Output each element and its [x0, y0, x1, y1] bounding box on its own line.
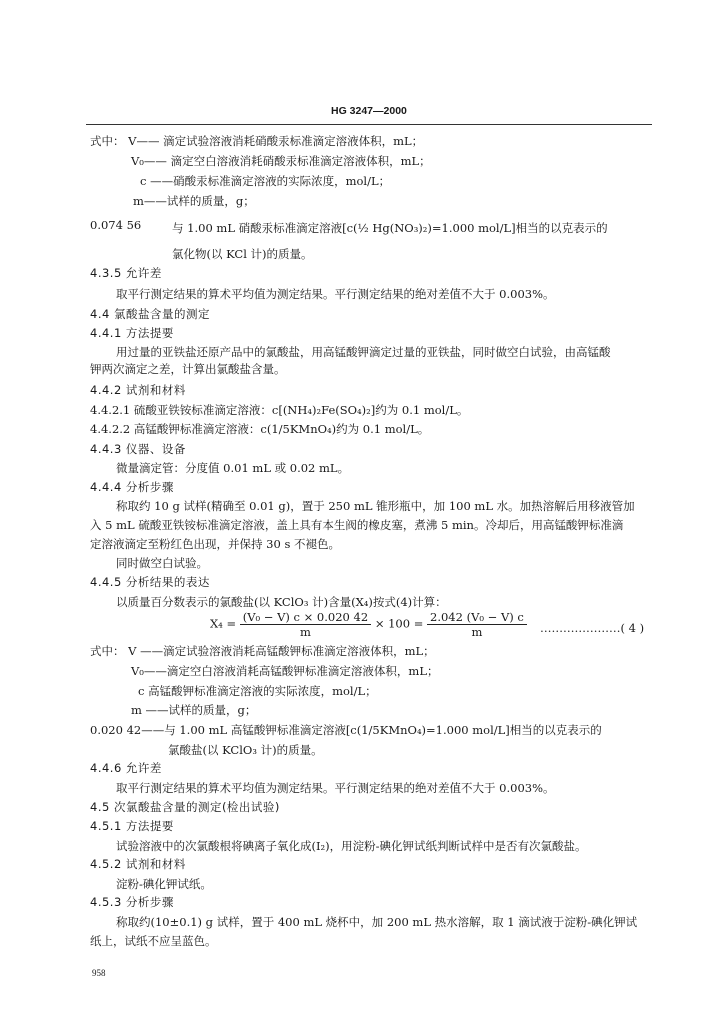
formula-numerator-2: 2.042 (V₀ − V) c — [427, 610, 527, 625]
where2-line-1: 式中： V ——滴定试验溶液消耗高锰酸钾标准滴定溶液体积，mL； — [90, 644, 435, 658]
formula-middle: × 100 = — [374, 616, 424, 631]
section-4-4-2-2: 4.4.2.2 高锰酸钾标准滴定溶液：c(1/5KMnO₄)约为 0.1 mol/L。 — [90, 422, 430, 436]
section-4-4-2: 4.4.2 试剂和材料 — [90, 383, 186, 397]
paragraph-4-3-5: 取平行测定结果的算术平均值为测定结果。平行测定结果的绝对差值不大于 0.003%。 — [116, 287, 555, 301]
paragraph-4-4-4-d: 同时做空白试验。 — [116, 556, 208, 570]
header-rule — [86, 124, 652, 125]
paragraph-4-5-2: 淀粉-碘化钾试纸。 — [116, 877, 212, 891]
section-4-4-6: 4.4.6 允许差 — [90, 761, 162, 775]
section-4-4-5: 4.4.5 分析结果的表达 — [90, 575, 210, 589]
paragraph-4-4-5: 以质量百分数表示的氯酸盐(以 KClO₃ 计)含量(X₄)按式(4)计算： — [116, 595, 447, 609]
paragraph-4-4-4-c: 定溶液滴定至粉红色出现，并保持 30 s 不褪色。 — [90, 537, 340, 551]
paragraph-4-4-4-b: 入 5 mL 硫酸亚铁铵标准滴定溶液，盖上具有本生阀的橡皮塞，煮沸 5 min。冷却后，用高锰酸钾标准滴 — [90, 518, 624, 532]
formula-denominator-1: m — [300, 625, 311, 639]
section-4-4-3: 4.4.3 仪器、设备 — [90, 442, 186, 456]
formula-numerator-1: (V₀ − V) c × 0.020 42 — [240, 610, 371, 625]
section-4-5-1: 4.5.1 方法提要 — [90, 819, 174, 833]
formula-fraction-2 — [427, 610, 527, 639]
paragraph-4-4-1-b: 钾两次滴定之差，计算出氯酸盐含量。 — [90, 362, 286, 376]
where-line-5: 与 1.00 mL 硝酸汞标准滴定溶液[c(½ Hg(NO₃)₂)=1.000 mol/L]相当的以克表示的 — [172, 221, 608, 235]
formula-fraction-1 — [240, 610, 371, 639]
section-4-4-4: 4.4.4 分析步骤 — [90, 480, 174, 494]
paragraph-4-4-4-a: 称取约 10 g 试样(精确至 0.01 g)，置于 250 mL 锥形瓶中，加 100 mL 水。加热溶解后用移液管加 — [116, 499, 635, 513]
paragraph-4-5-3-a: 称取约(10±0.1) g 试样，置于 400 mL 烧杯中，加 200 mL 热水溶解，取 1 滴试液于淀粉-碘化钾试 — [116, 915, 638, 929]
where2-line-5: 0.020 42——与 1.00 mL 高锰酸钾标准滴定溶液[c(1/5KMnO₄)=1.000 mol/L]相当的以克表示的 — [90, 723, 602, 737]
where2-line-2: V₀——滴定空白溶液消耗高锰酸钾标准滴定溶液体积，mL； — [131, 664, 439, 678]
standard-header: HG 3247—2000 — [331, 105, 407, 117]
paragraph-4-4-3: 微量滴定管：分度值 0.01 mL 或 0.02 mL。 — [116, 461, 350, 475]
section-4-5-2: 4.5.2 试剂和材料 — [90, 857, 186, 871]
formula-number: …………………( 4 ) — [540, 621, 645, 635]
where-line-3: c ——硝酸汞标准滴定溶液的实际浓度，mol/L； — [140, 174, 391, 188]
where2-line-3: c 高锰酸钾标准滴定溶液的实际浓度，mol/L； — [138, 684, 377, 698]
where2-line-6: 氯酸盐(以 KClO₃ 计)的质量。 — [168, 743, 323, 757]
paragraph-4-4-6: 取平行测定结果的算术平均值为测定结果。平行测定结果的绝对差值不大于 0.003%。 — [116, 781, 555, 795]
where2-line-4: m ——试样的质量，g； — [131, 703, 257, 717]
paragraph-4-5-1: 试验溶液中的次氯酸根将碘离子氧化成(I₂)，用淀粉-碘化钾试纸判断试样中是否有次氯酸盐。 — [116, 839, 587, 853]
formula-4 — [210, 610, 527, 639]
where-line-2: V₀—— 滴定空白溶液消耗硝酸汞标准滴定溶液体积，mL； — [131, 154, 431, 168]
formula-lhs: X₄ = — [210, 616, 237, 631]
section-4-4-2-1: 4.4.2.1 硫酸亚铁铵标准滴定溶液：c[(NH₄)₂Fe(SO₄)₂]约为 0.1 mol/L。 — [90, 403, 469, 417]
section-4-5-3: 4.5.3 分析步骤 — [90, 895, 174, 909]
section-4-3-5: 4.3.5 允许差 — [90, 266, 162, 280]
section-4-4: 4.4 氯酸盐含量的测定 — [90, 307, 210, 321]
coefficient-value: 0.074 56 — [90, 218, 142, 232]
paragraph-4-4-1-a: 用过量的亚铁盐还原产品中的氯酸盐，用高锰酸钾滴定过量的亚铁盐，同时做空白试验，由高锰酸 — [116, 345, 611, 359]
section-4-4-1: 4.4.1 方法提要 — [90, 326, 174, 340]
section-4-5: 4.5 次氯酸盐含量的测定(检出试验) — [90, 800, 280, 814]
paragraph-4-5-3-b: 纸上，试纸不应呈蓝色。 — [90, 934, 217, 948]
page-number: 958 — [92, 968, 106, 978]
formula-denominator-2: m — [471, 625, 483, 639]
where-line-1: 式中： V—— 滴定试验溶液消耗硝酸汞标准滴定溶液体积，mL； — [90, 134, 424, 148]
where-line-6: 氯化物(以 KCl 计)的质量。 — [172, 247, 313, 261]
where-line-4: m——试样的质量，g； — [133, 194, 255, 208]
